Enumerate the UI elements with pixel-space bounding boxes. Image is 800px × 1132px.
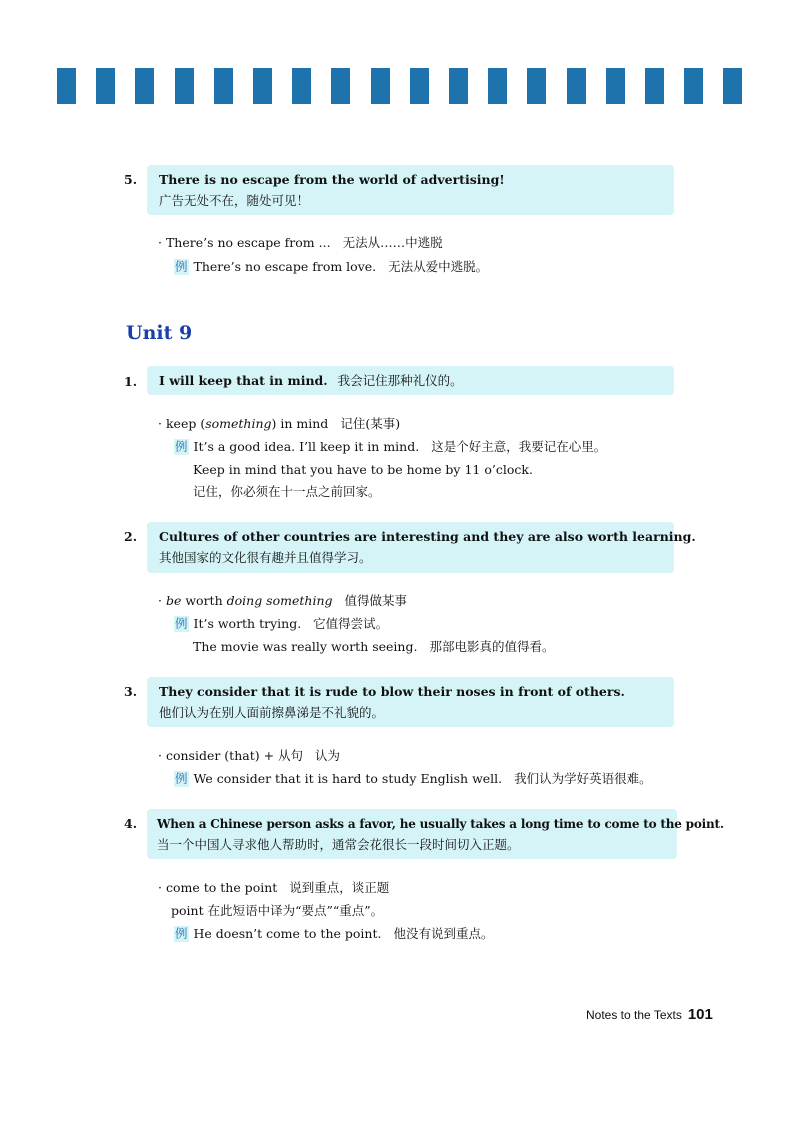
header-decoration-block <box>135 68 154 104</box>
point-meaning: 记住(某事) <box>340 416 401 431</box>
example-english: He doesn’t come to the point. <box>193 926 382 941</box>
point-phrase-italic: doing something <box>226 593 333 608</box>
example-line <box>174 438 606 456</box>
language-point <box>158 592 407 610</box>
bullet: · <box>158 880 162 895</box>
note-chinese-translation: 当一个中国人寻求他人帮助时，通常会花很长一段时间切入正题。 <box>157 837 520 852</box>
header-decoration-block <box>292 68 311 104</box>
header-decoration <box>57 68 757 106</box>
header-decoration-block <box>410 68 429 104</box>
bullet: · <box>158 235 162 250</box>
bullet: · <box>158 593 162 608</box>
bullet: · <box>158 416 162 431</box>
point-phrase-part: worth <box>185 593 223 608</box>
example-line <box>174 615 388 633</box>
example-english: The movie was really worth seeing. <box>193 639 418 654</box>
page-footer <box>586 1006 713 1024</box>
header-decoration-block <box>175 68 194 104</box>
header-decoration-block <box>214 68 233 104</box>
note-number: 3. <box>124 684 138 699</box>
bullet: · <box>158 748 162 763</box>
example-chinese: 那部电影真的值得看。 <box>429 639 555 654</box>
header-decoration-block <box>371 68 390 104</box>
example-chinese: 这是个好主意，我要记在心里。 <box>431 439 607 454</box>
language-point <box>158 234 443 252</box>
note-english-sentence: There is no escape from the world of advertising! <box>159 172 505 187</box>
example-chinese: 记住，你必须在十一点之前回家。 <box>193 484 381 499</box>
language-point <box>158 747 340 765</box>
language-point <box>158 879 389 897</box>
note-english-sentence: They consider that it is rude to blow their noses in front of others. <box>159 684 625 699</box>
header-decoration-block <box>723 68 742 104</box>
example-line <box>174 925 493 943</box>
point-phrase: consider (that) + 从句 <box>165 748 304 763</box>
example-tag: 例 <box>175 926 188 941</box>
example-english: Keep in mind that you have to be home by 11 o’clock. <box>193 462 533 477</box>
note-chinese-translation: 我会记住那种礼仪的。 <box>337 373 463 388</box>
note-sentence-box <box>147 165 674 215</box>
example-chinese: 它值得尝试。 <box>313 616 389 631</box>
point-meaning: 无法从……中逃脱 <box>342 235 443 250</box>
note-english-sentence: I will keep that in mind. <box>159 373 328 388</box>
page-number: 101 <box>687 1006 713 1023</box>
point-note: point 在此短语中译为“要点”“重点”。 <box>171 903 384 918</box>
note-chinese-translation: 广告无处不在，随处可见！ <box>159 193 310 208</box>
note-number: 1. <box>124 374 138 389</box>
point-phrase: come to the point <box>165 880 278 895</box>
example-english: There’s no escape from love. <box>193 259 377 274</box>
header-decoration-block <box>645 68 664 104</box>
header-decoration-block <box>57 68 76 104</box>
example-line <box>174 770 652 788</box>
point-phrase-part: keep ( <box>165 416 206 431</box>
example-chinese: 他没有说到重点。 <box>393 926 494 941</box>
note-english-sentence: Cultures of other countries are interesting and they are also worth learning. <box>159 529 696 544</box>
note-sentence-box <box>147 809 724 859</box>
header-decoration-block <box>567 68 586 104</box>
point-meaning: 值得做某事 <box>344 593 408 608</box>
example-line <box>174 258 488 276</box>
example-english: It’s a good idea. I’ll keep it in mind. <box>193 439 420 454</box>
note-number: 2. <box>124 529 138 544</box>
example-tag: 例 <box>175 439 188 454</box>
footer-section-label: Notes to the Texts <box>586 1008 682 1022</box>
example-english: It’s worth trying. <box>193 616 302 631</box>
header-decoration-block <box>253 68 272 104</box>
example-tag: 例 <box>175 259 188 274</box>
point-meaning: 认为 <box>315 748 341 763</box>
point-phrase-italic: something <box>205 416 272 431</box>
example-english: We consider that it is hard to study English well. <box>193 771 503 786</box>
note-chinese-translation: 他们认为在别人面前擦鼻涕是不礼貌的。 <box>159 705 385 720</box>
note-english-sentence: When a Chinese person asks a favor, he usually takes a long time to come to the point. <box>157 817 724 831</box>
unit-heading: Unit 9 <box>126 322 193 344</box>
header-decoration-block <box>684 68 703 104</box>
header-decoration-block <box>331 68 350 104</box>
note-sentence-box <box>147 677 674 727</box>
language-point <box>158 415 400 433</box>
note-sentence-box <box>147 522 696 573</box>
note-chinese-translation: 其他国家的文化很有趣并且值得学习。 <box>159 550 372 565</box>
header-decoration-block <box>527 68 546 104</box>
note-number: 5. <box>124 172 138 187</box>
header-decoration-block <box>606 68 625 104</box>
example-chinese: 我们认为学好英语很难。 <box>514 771 652 786</box>
example-tag: 例 <box>175 771 188 786</box>
note-sentence-line <box>159 371 664 391</box>
note-sentence-box <box>147 366 674 395</box>
header-decoration-block <box>96 68 115 104</box>
example-line <box>193 638 554 656</box>
example-tag: 例 <box>175 616 188 631</box>
point-phrase: There’s no escape from ... <box>165 235 331 250</box>
point-phrase-part: ) in mind <box>271 416 329 431</box>
point-meaning: 说到重点，谈正题 <box>289 880 390 895</box>
example-chinese: 无法从爱中逃脱。 <box>388 259 489 274</box>
header-decoration-block <box>449 68 468 104</box>
header-decoration-block <box>488 68 507 104</box>
point-phrase-italic: be <box>165 593 182 608</box>
note-number: 4. <box>124 816 138 831</box>
